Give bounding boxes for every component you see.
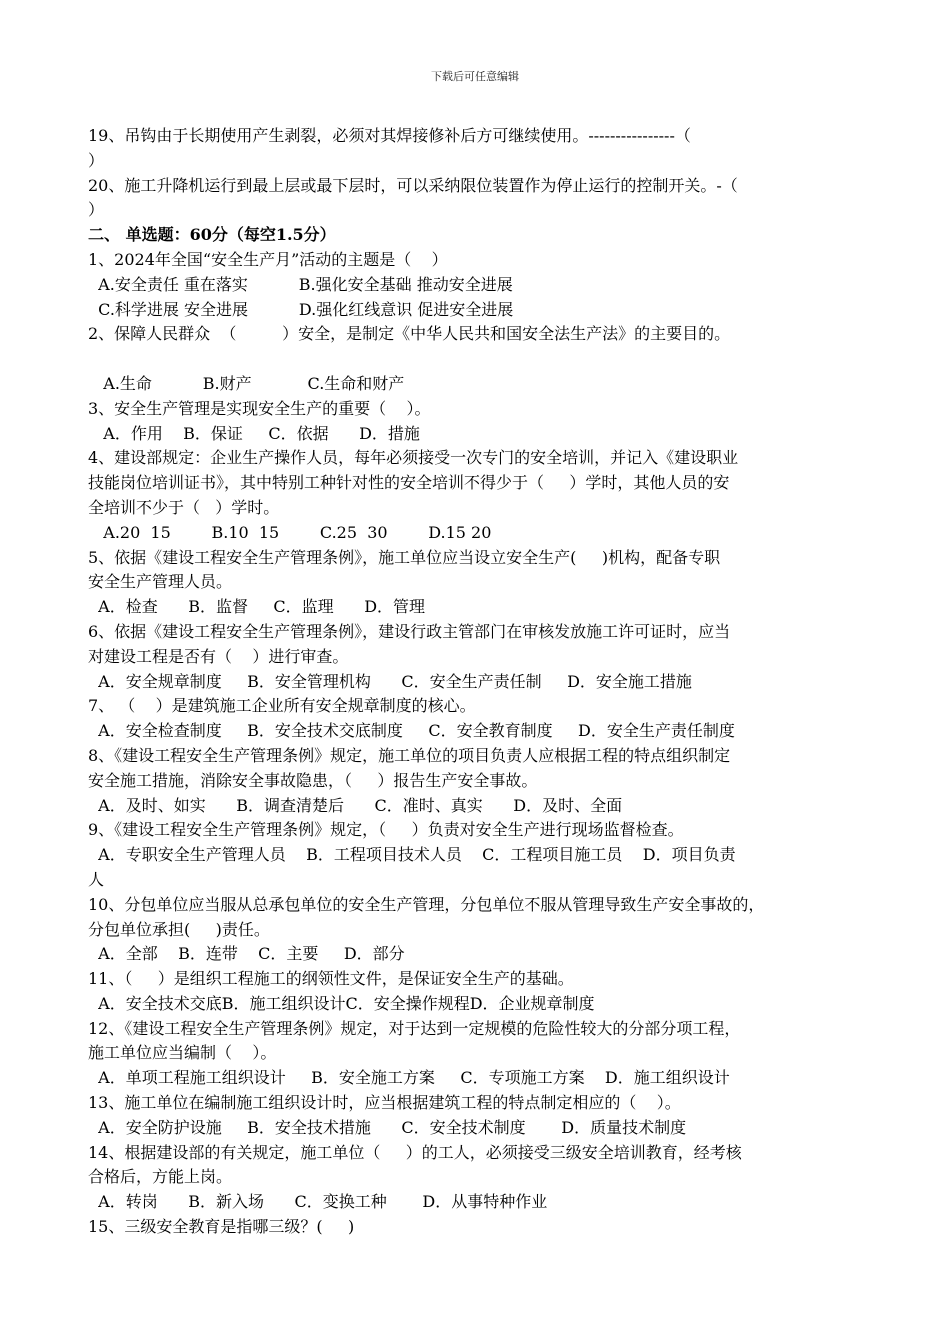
- text-line: A．安全检查制度 B．安全技术交底制度 C．安全教育制度 D．安全生产责任制度: [88, 721, 735, 741]
- text-line: 对建设工程是否有（ ）进行审查。: [88, 646, 349, 666]
- text-line: C.科学进展 安全进展 D.强化红线意识 促进安全进展: [88, 299, 514, 319]
- text-line: A.生命 B.财产 C.生命和财产: [88, 373, 405, 393]
- text-line: A．单项工程施工组织设计 B．安全施工方案 C．专项施工方案 D．施工组织设计: [88, 1068, 730, 1088]
- text-line: 4、建设部规定：企业生产操作人员，每年必须接受一次专门的安全培训，并记入《建设职业: [88, 448, 739, 468]
- text-line: 2、保障人民群众 （ ）安全，是制定《中华人民共和国安全法生产法》的主要目的。: [88, 324, 731, 344]
- text-line: 3、安全生产管理是实现安全生产的重要（ ）。: [88, 398, 431, 418]
- text-line: A.安全责任 重在落实 B.强化安全基础 推动安全进展: [88, 274, 513, 294]
- text-line: 技能岗位培训证书》，其中特别工种针对性的安全培训不得少于（ ）学时，其他人员的安: [88, 473, 730, 493]
- text-line: A．安全技术交底B．施工组织设计C．安全操作规程D．企业规章制度: [88, 993, 595, 1013]
- text-line: 安全生产管理人员。: [88, 572, 233, 592]
- text-line: 人: [88, 869, 105, 889]
- text-line: 1、2024年全国“安全生产月”活动的主题是（ ）: [88, 249, 448, 269]
- text-line: 11、（ ）是组织工程施工的纲领性文件，是保证安全生产的基础。: [88, 969, 574, 989]
- text-line: 5、依据《建设工程安全生产管理条例》，施工单位应当设立安全生产( )机构，配备专职: [88, 547, 721, 567]
- text-line: 安全施工措施，消除安全事故隐患，（ ）报告生产安全事故。: [88, 770, 538, 790]
- page-header: 下载后可任意编辑: [431, 70, 519, 83]
- text-line: 7、 （ ）是建筑施工企业所有安全规章制度的核心。: [88, 696, 476, 716]
- text-line: A．专职安全生产管理人员 B．工程项目技术人员 C．工程项目施工员 D．项目负责: [88, 845, 736, 865]
- text-line: ）: [88, 200, 105, 220]
- text-line: 20、施工升降机运行到最上层或最下层时，可以采纳限位装置作为停止运行的控制开关。-（: [88, 175, 738, 195]
- text-line: A．安全规章制度 B．安全管理机构 C．安全生产责任制 D．安全施工措施: [88, 671, 692, 691]
- text-line: A．及时、如实 B．调查清楚后 C．准时、真实 D．及时、全面: [88, 795, 623, 815]
- text-line: A．全部 B．连带 C．主要 D．部分: [88, 944, 405, 964]
- text-line: 施工单位应当编制（ ）。: [88, 1043, 277, 1063]
- text-line: 19、吊钩由于长期使用产生剥裂，必须对其焊接修补后方可继续使用。----------------（: [88, 126, 691, 145]
- text-line: 10、分包单位应当服从总承包单位的安全生产管理，分包单位不服从管理导致生产安全事故的，: [88, 894, 765, 914]
- text-line: 全培训不少于（ ）学时。: [88, 497, 280, 517]
- text-line: 15、三级安全教育是指哪三级？( ): [88, 1217, 355, 1237]
- text-line: 6、依据《建设工程安全生产管理条例》，建设行政主管部门在审核发放施工许可证时，应当: [88, 621, 731, 641]
- text-line: 12、《建设工程安全生产管理条例》规定，对于达到一定规模的危险性较大的分部分项工程，: [88, 1018, 741, 1038]
- text-line: A．安全防护设施 B．安全技术措施 C．安全技术制度 D．质量技术制度: [88, 1117, 687, 1137]
- text-line: A．转岗 B．新入场 C．变换工种 D．从事特种作业: [88, 1192, 548, 1212]
- text-line: A．作用 B．保证 C．依据 D．措施: [88, 423, 420, 443]
- text-line: 合格后，方能上岗。: [88, 1167, 233, 1187]
- text-line: ）: [88, 150, 105, 170]
- text-line: 14、根据建设部的有关规定，施工单位（ ）的工人，必须接受三级安全培训教育，经考核: [88, 1142, 742, 1162]
- text-line: A.20 15 B.10 15 C.25 30 D.15 20: [88, 522, 492, 542]
- text-line: 分包单位承担( )责任。: [88, 919, 270, 939]
- text-line: 13、施工单位在编制施工组织设计时，应当根据建筑工程的特点制定相应的（ ）。: [88, 1093, 681, 1113]
- section-heading: 二、 单选题：60分（每空1.5分）: [88, 225, 336, 245]
- document-body: [88, 124, 888, 1240]
- text-line: A．检查 B．监督 C．监理 D．管理: [88, 597, 426, 617]
- text-line: 9、《建设工程安全生产管理条例》规定，（ ）负责对安全生产进行现场监督检查。: [88, 820, 684, 840]
- text-line: [88, 347, 888, 372]
- text-line: 8、《建设工程安全生产管理条例》规定，施工单位的项目负责人应根据工程的特点组织制定: [88, 745, 731, 765]
